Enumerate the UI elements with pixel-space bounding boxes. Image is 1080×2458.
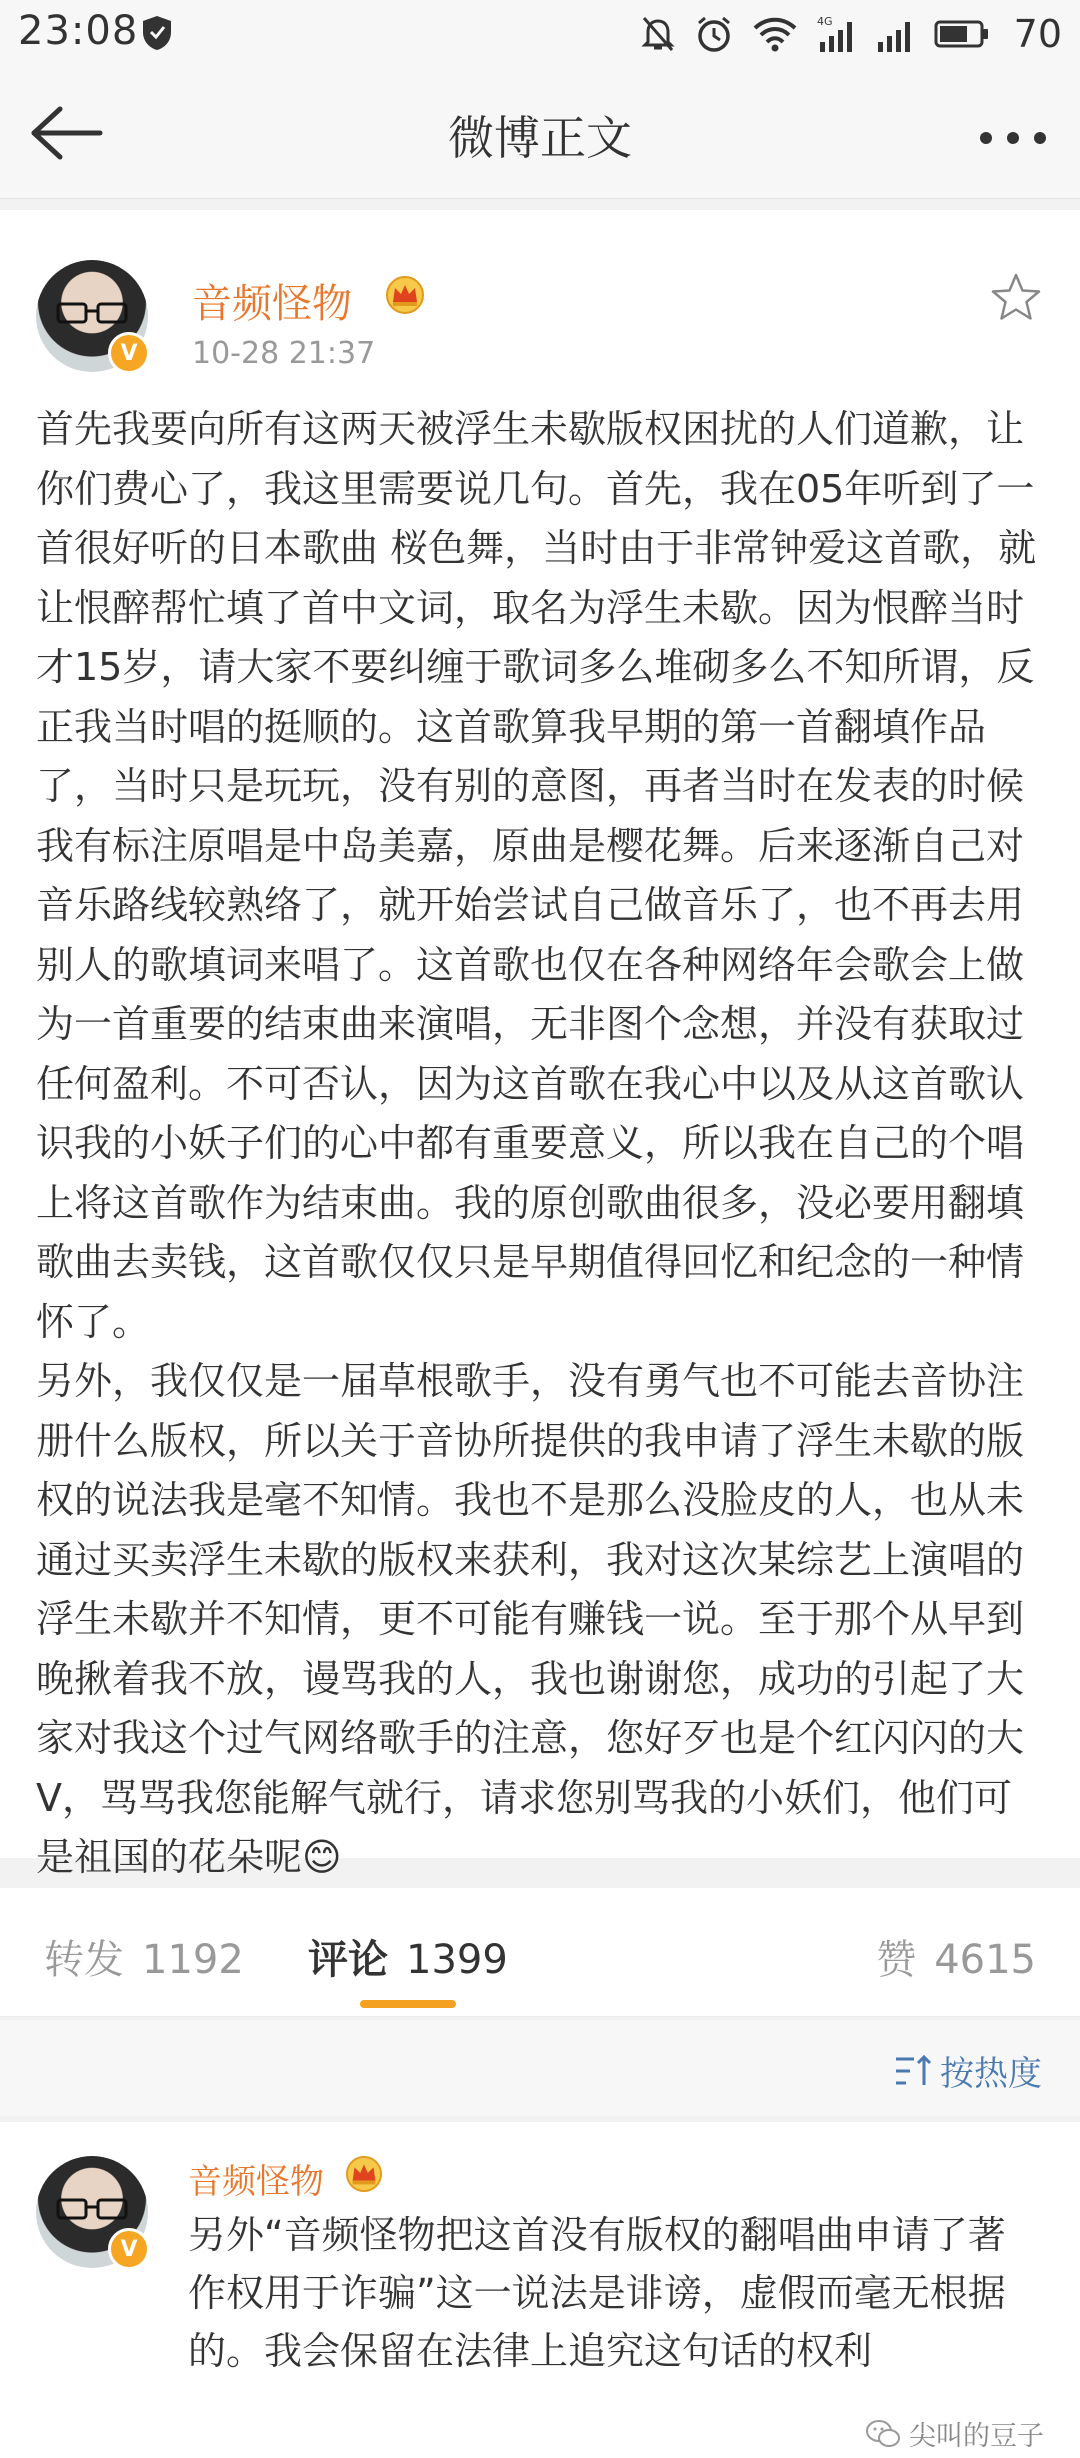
post-card [0,210,1080,1879]
active-tab-indicator [360,2000,456,2008]
comment-count: 1399 [406,1937,508,1983]
tab-repost[interactable] [44,1928,244,1985]
tab-like[interactable] [876,1928,1036,1985]
shield-icon [140,14,174,52]
post-paragraph-1: 首先我要向所有这两天被浮生未歇版权困扰的人们道歉，让你们费心了，我这里需要说几句。首先，我在05年听到了一首很好听的日本歌曲 桜色舞，当时由于非常钟爱这首歌，就让恨醉帮忙填了首中文词，取名为浮生未歇。因为恨醉当时才15岁，请大家不要纠缠于歌词多么堆砌多么不知所谓，反正我当时唱的挺顺的。这首歌算我早期的第一首翻填作品了，当时只是玩玩，没有别的意图，再者当时在发表的时候我有标注原唱是中岛美嘉，原曲是樱花舞。后来逐渐自己对音乐路线较熟络了，就开始尝试自己做音乐了，也不再去用别人的歌填词来唱了。这首歌也仅在各种网络年会歌会上做为一首重要的结束曲来演唱，无非图个念想，并没有获取过任何盈利。不可否认，因为这首歌在我心中以及从这首歌认识我的小妖子们的心中都有重要意义，所以我在自己的个唱上将这首歌作为结束曲。我的原创歌曲很多，没必要用翻填歌曲去卖钱，这首歌仅仅只是早期值得回忆和纪念的一种情怀了。 [36,407,1037,1344]
more-icon[interactable] [978,130,1048,146]
watermark-text: 尖叫的豆子 [909,2421,1044,2452]
status-icons [640,8,1062,60]
battery-level: 70 [1013,12,1062,56]
alarm-icon [694,14,734,54]
comment-text: 另外“音频怪物把这首没有版权的翻唱曲申请了著作权用于诈骗”这一说法是诽谤，虚假而毫无根据的。我会保留在法律上追究这句话的权利 [188,2213,1006,2373]
tab-repost-label: 转发 [44,1937,124,1983]
wifi-icon [752,16,798,52]
interaction-tabs [0,1888,1080,2017]
tab-comment-label: 评论 [308,1937,388,1983]
sort-by-hot-button[interactable] [892,2046,1042,2095]
watermark [865,2414,1044,2453]
comment-item [0,2122,1080,2458]
tab-comment[interactable] [308,1928,508,1985]
glasses-shape [56,2198,128,2220]
sort-icon [892,2053,934,2089]
comment-author-name[interactable]: 音频怪物 [188,2162,324,2202]
verified-badge-icon: V [108,332,150,374]
glasses-shape [56,302,128,324]
nav-bar [0,68,1080,199]
author-name[interactable]: 音频怪物 [192,281,352,327]
wechat-icon [865,2419,901,2449]
crown-icon [384,276,426,314]
verified-badge-icon: V [108,2228,150,2270]
network-label: 4G [816,15,833,28]
sort-bar [0,2020,1080,2116]
signal-icon [816,14,858,54]
sort-label: 按热度 [940,2054,1042,2094]
status-time: 23:08 [18,8,139,54]
comment-avatar[interactable] [36,2156,148,2268]
favorite-star-icon[interactable] [990,272,1042,322]
like-count: 4615 [934,1937,1036,1983]
tab-like-label: 赞 [876,1937,917,1983]
page-title: 微博正文 [448,111,632,165]
post-date: 10-28 21:37 [192,336,376,371]
post-body [36,400,1046,1888]
crown-icon [344,2156,384,2192]
repost-count: 1192 [142,1937,244,1983]
signal-icon-2 [876,14,916,54]
status-bar [0,0,1080,68]
avatar[interactable] [36,260,148,372]
mute-icon [640,14,676,54]
battery-icon [934,19,990,49]
post-paragraph-2: 另外，我仅仅是一届草根歌手，没有勇气也不可能去音协注册什么版权，所以关于音协所提供的我申请了浮生未歇的版权的说法我是毫不知情。我也不是那么没脸皮的人，也从未通过买卖浮生未歇的版权来获利，我对这次某综艺上演唱的浮生未歇并不知情，更不可能有赚钱一说。至于那个从早到晚揪着我不放，谩骂我的人，我也谢谢您，成功的引起了大家对我这个过气网络歌手的注意，您好歹也是个红闪闪的大V，骂骂我您能解气就行，请求您别骂我的小妖们，他们可是祖国的花朵呢😊 [36,1359,1025,1879]
